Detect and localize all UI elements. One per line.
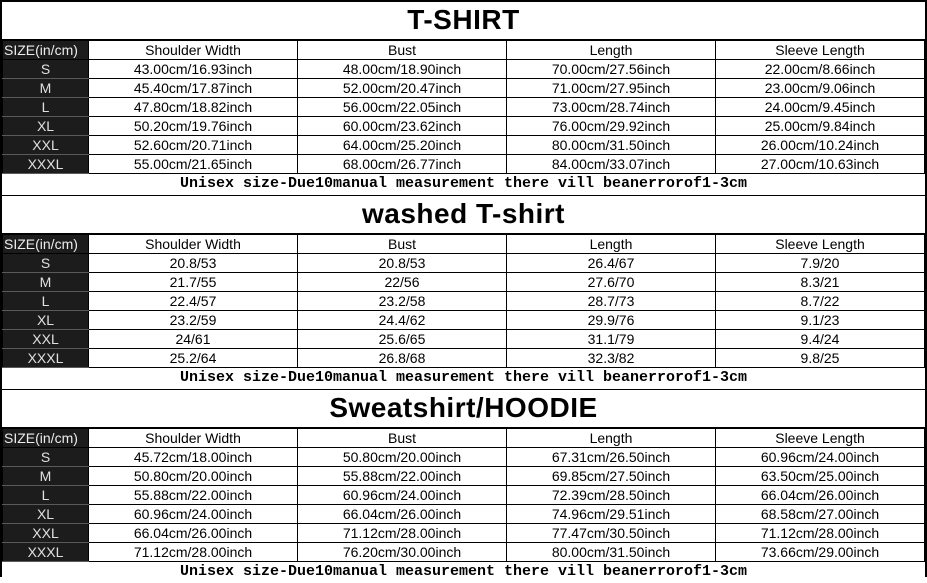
measurement-cell: 66.04cm/26.00inch xyxy=(298,505,507,524)
measurement-cell: 69.85cm/27.50inch xyxy=(507,467,716,486)
size-row xyxy=(3,330,925,349)
measurement-cell: 52.60cm/20.71inch xyxy=(89,136,298,155)
measurement-cell: 52.00cm/20.47inch xyxy=(298,79,507,98)
size-row xyxy=(3,155,925,174)
size-row xyxy=(3,117,925,136)
measurement-cell: 71.00cm/27.95inch xyxy=(507,79,716,98)
measurement-cell: 60.96cm/24.00inch xyxy=(298,486,507,505)
measurement-cell: 9.4/24 xyxy=(716,330,925,349)
measurement-cell: 76.00cm/29.92inch xyxy=(507,117,716,136)
measure-column-header: Bust xyxy=(298,235,507,254)
measurement-cell: 73.00cm/28.74inch xyxy=(507,98,716,117)
section-sweatshirt-hoodie xyxy=(2,390,925,583)
size-label-cell: S xyxy=(3,254,89,273)
measurement-cell: 63.50cm/25.00inch xyxy=(716,467,925,486)
measurement-cell: 71.12cm/28.00inch xyxy=(716,524,925,543)
size-label-cell: XL xyxy=(3,117,89,136)
measurement-cell: 60.00cm/23.62inch xyxy=(298,117,507,136)
measurement-cell: 22/56 xyxy=(298,273,507,292)
measure-column-header: Sleeve Length xyxy=(716,429,925,448)
measurement-cell: 68.58cm/27.00inch xyxy=(716,505,925,524)
size-row xyxy=(3,254,925,273)
size-label-cell: XXL xyxy=(3,330,89,349)
size-row xyxy=(3,60,925,79)
size-label-cell: S xyxy=(3,60,89,79)
size-row xyxy=(3,98,925,117)
section-title-sweatshirt-hoodie: Sweatshirt/HOODIE xyxy=(2,390,925,428)
measurement-cell: 22.00cm/8.66inch xyxy=(716,60,925,79)
size-table-sweatshirt-hoodie xyxy=(2,428,925,562)
section-tshirt xyxy=(2,2,925,196)
measurement-cell: 76.20cm/30.00inch xyxy=(298,543,507,562)
size-row xyxy=(3,467,925,486)
size-label-cell: XXL xyxy=(3,136,89,155)
size-label-cell: L xyxy=(3,292,89,311)
measurement-cell: 66.04cm/26.00inch xyxy=(716,486,925,505)
measurement-cell: 23.00cm/9.06inch xyxy=(716,79,925,98)
measurement-cell: 21.7/55 xyxy=(89,273,298,292)
measure-column-header: Shoulder Width xyxy=(89,235,298,254)
measure-column-header: Bust xyxy=(298,429,507,448)
measurement-cell: 55.88cm/22.00inch xyxy=(298,467,507,486)
measurement-cell: 27.00cm/10.63inch xyxy=(716,155,925,174)
size-column-header: SIZE(in/cm) xyxy=(3,235,89,254)
size-row xyxy=(3,349,925,368)
size-label-cell: XXL xyxy=(3,524,89,543)
measurement-cell: 25.6/65 xyxy=(298,330,507,349)
measurement-cell: 20.8/53 xyxy=(298,254,507,273)
size-column-header: SIZE(in/cm) xyxy=(3,429,89,448)
measurement-note: Unisex size-Due10manual measurement there vill beanerrorof1-3cm xyxy=(2,368,925,390)
measurement-cell: 28.7/73 xyxy=(507,292,716,311)
measurement-cell: 9.1/23 xyxy=(716,311,925,330)
size-label-cell: M xyxy=(3,467,89,486)
section-washed-tshirt xyxy=(2,196,925,390)
measurement-cell: 60.96cm/24.00inch xyxy=(89,505,298,524)
measurement-cell: 50.80cm/20.00inch xyxy=(89,467,298,486)
measurement-cell: 20.8/53 xyxy=(89,254,298,273)
measure-column-header: Length xyxy=(507,41,716,60)
measurement-cell: 72.39cm/28.50inch xyxy=(507,486,716,505)
size-label-cell: L xyxy=(3,98,89,117)
measurement-cell: 55.00cm/21.65inch xyxy=(89,155,298,174)
measurement-cell: 70.00cm/27.56inch xyxy=(507,60,716,79)
measurement-cell: 24.4/62 xyxy=(298,311,507,330)
measurement-cell: 77.47cm/30.50inch xyxy=(507,524,716,543)
size-label-cell: XXXL xyxy=(3,349,89,368)
measurement-cell: 25.2/64 xyxy=(89,349,298,368)
measurement-cell: 8.3/21 xyxy=(716,273,925,292)
measurement-note: Unisex size-Due10manual measurement there vill beanerrorof1-3cm xyxy=(2,174,925,196)
measurement-cell: 64.00cm/25.20inch xyxy=(298,136,507,155)
measurement-cell: 23.2/58 xyxy=(298,292,507,311)
measurement-cell: 73.66cm/29.00inch xyxy=(716,543,925,562)
measurement-cell: 80.00cm/31.50inch xyxy=(507,136,716,155)
size-table-tshirt xyxy=(2,40,925,174)
header-row xyxy=(3,41,925,60)
header-row xyxy=(3,429,925,448)
section-title-tshirt: T-SHIRT xyxy=(2,2,925,40)
measure-column-header: Length xyxy=(507,235,716,254)
size-label-cell: XXXL xyxy=(3,543,89,562)
measurement-cell: 45.72cm/18.00inch xyxy=(89,448,298,467)
size-label-cell: XL xyxy=(3,311,89,330)
measurement-cell: 56.00cm/22.05inch xyxy=(298,98,507,117)
measurement-cell: 22.4/57 xyxy=(89,292,298,311)
measurement-cell: 66.04cm/26.00inch xyxy=(89,524,298,543)
measurement-cell: 26.00cm/10.24inch xyxy=(716,136,925,155)
measurement-cell: 26.4/67 xyxy=(507,254,716,273)
size-label-cell: XXXL xyxy=(3,155,89,174)
section-title-washed-tshirt: washed T-shirt xyxy=(2,196,925,234)
measurement-cell: 24.00cm/9.45inch xyxy=(716,98,925,117)
measurement-cell: 32.3/82 xyxy=(507,349,716,368)
measure-column-header: Length xyxy=(507,429,716,448)
measurement-cell: 26.8/68 xyxy=(298,349,507,368)
measurement-cell: 68.00cm/26.77inch xyxy=(298,155,507,174)
size-label-cell: M xyxy=(3,79,89,98)
size-row xyxy=(3,136,925,155)
measurement-cell: 47.80cm/18.82inch xyxy=(89,98,298,117)
measurement-cell: 48.00cm/18.90inch xyxy=(298,60,507,79)
size-row xyxy=(3,505,925,524)
size-label-cell: XL xyxy=(3,505,89,524)
header-row xyxy=(3,235,925,254)
size-column-header: SIZE(in/cm) xyxy=(3,41,89,60)
size-row xyxy=(3,448,925,467)
measurement-cell: 43.00cm/16.93inch xyxy=(89,60,298,79)
size-row xyxy=(3,524,925,543)
measurement-cell: 80.00cm/31.50inch xyxy=(507,543,716,562)
measurement-cell: 24/61 xyxy=(89,330,298,349)
size-row xyxy=(3,311,925,330)
measurement-cell: 31.1/79 xyxy=(507,330,716,349)
measurement-cell: 71.12cm/28.00inch xyxy=(89,543,298,562)
size-label-cell: S xyxy=(3,448,89,467)
size-row xyxy=(3,273,925,292)
measurement-cell: 25.00cm/9.84inch xyxy=(716,117,925,136)
measurement-cell: 74.96cm/29.51inch xyxy=(507,505,716,524)
measurement-cell: 71.12cm/28.00inch xyxy=(298,524,507,543)
measurement-cell: 23.2/59 xyxy=(89,311,298,330)
measurement-cell: 55.88cm/22.00inch xyxy=(89,486,298,505)
measurement-cell: 27.6/70 xyxy=(507,273,716,292)
size-label-cell: L xyxy=(3,486,89,505)
size-row xyxy=(3,543,925,562)
measure-column-header: Bust xyxy=(298,41,507,60)
size-row xyxy=(3,79,925,98)
size-table-washed-tshirt xyxy=(2,234,925,368)
measurement-cell: 8.7/22 xyxy=(716,292,925,311)
measurement-cell: 84.00cm/33.07inch xyxy=(507,155,716,174)
measurement-cell: 29.9/76 xyxy=(507,311,716,330)
measurement-cell: 7.9/20 xyxy=(716,254,925,273)
measurement-cell: 45.40cm/17.87inch xyxy=(89,79,298,98)
measurement-note: Unisex size-Due10manual measurement there vill beanerrorof1-3cm xyxy=(2,562,925,583)
measure-column-header: Shoulder Width xyxy=(89,429,298,448)
size-row xyxy=(3,292,925,311)
measurement-cell: 50.20cm/19.76inch xyxy=(89,117,298,136)
measure-column-header: Sleeve Length xyxy=(716,41,925,60)
measurement-cell: 60.96cm/24.00inch xyxy=(716,448,925,467)
measurement-cell: 67.31cm/26.50inch xyxy=(507,448,716,467)
size-row xyxy=(3,486,925,505)
measurement-cell: 50.80cm/20.00inch xyxy=(298,448,507,467)
measure-column-header: Shoulder Width xyxy=(89,41,298,60)
measure-column-header: Sleeve Length xyxy=(716,235,925,254)
measurement-cell: 9.8/25 xyxy=(716,349,925,368)
size-label-cell: M xyxy=(3,273,89,292)
